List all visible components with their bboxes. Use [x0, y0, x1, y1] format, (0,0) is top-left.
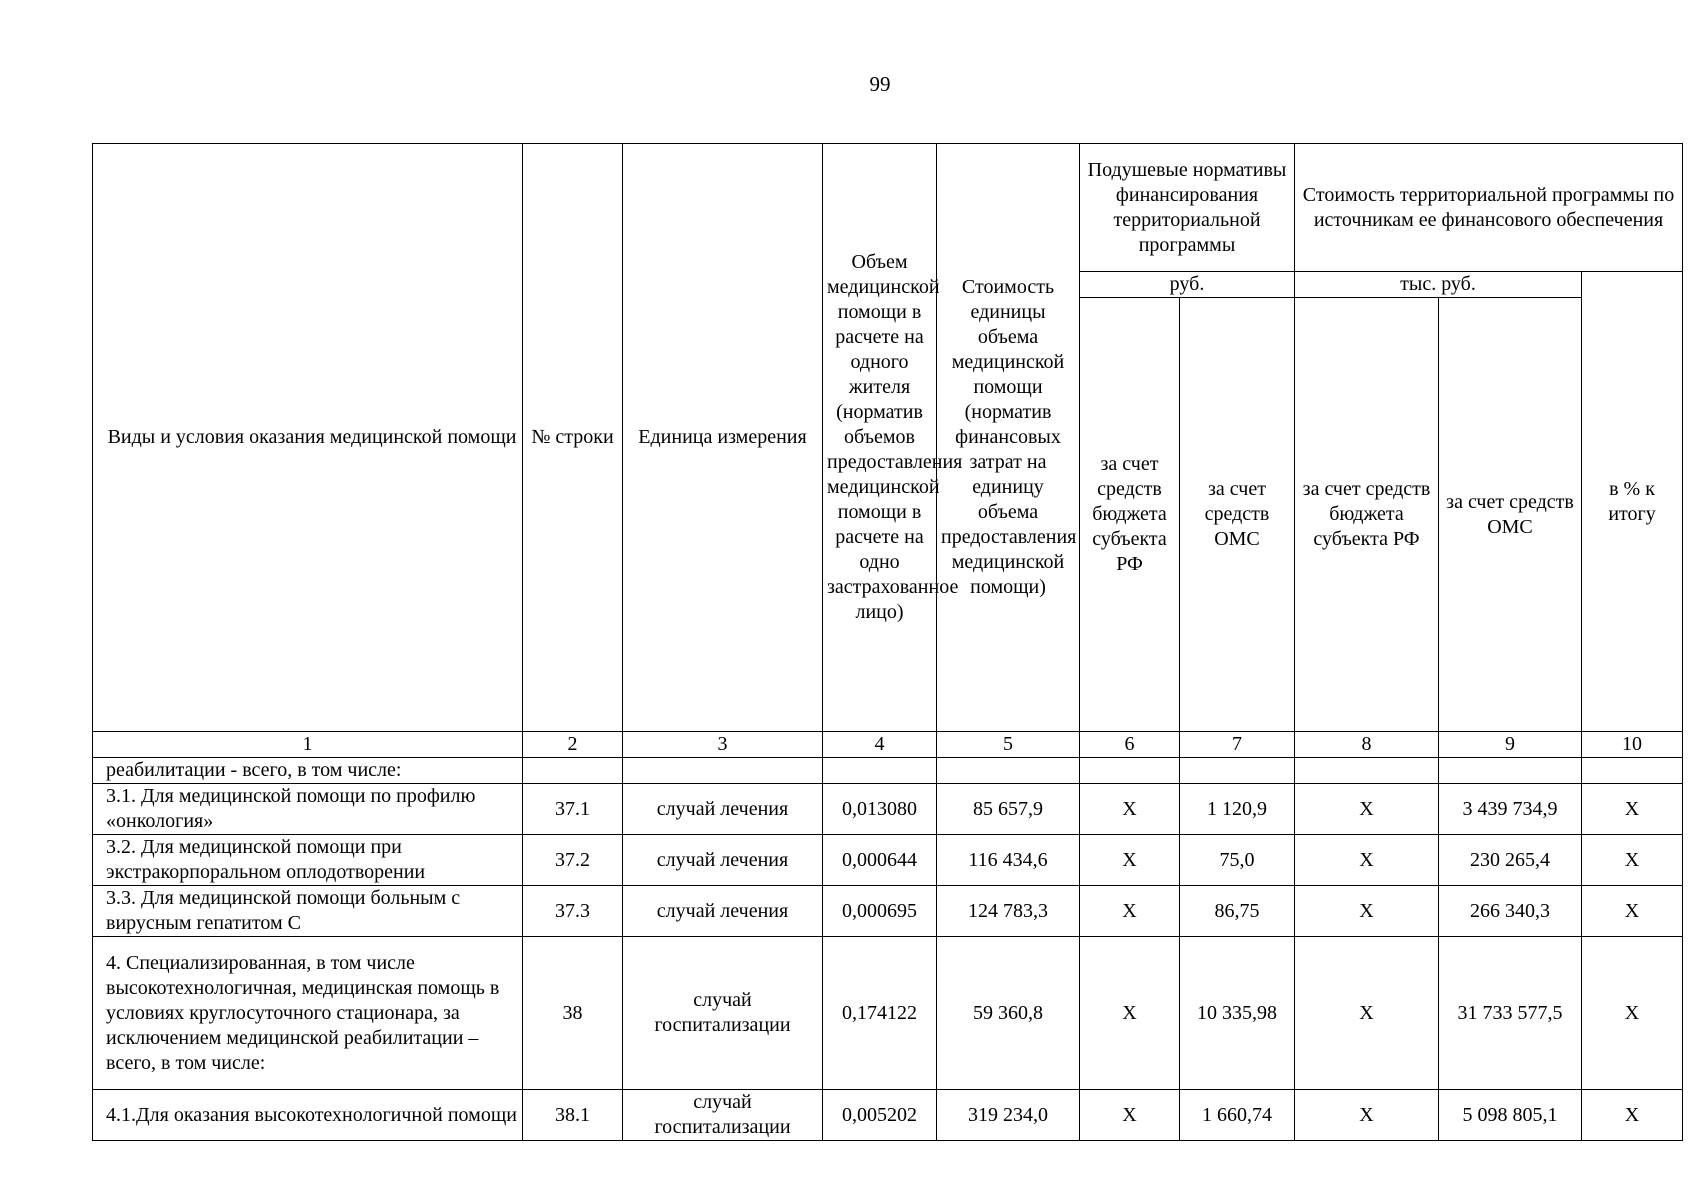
column-number: 9 [1439, 732, 1582, 758]
header-cost-oms: за счет средств ОМС [1439, 298, 1582, 732]
row-cost-oms: 266 340,3 [1439, 886, 1582, 937]
row-unit: случай лечения [623, 784, 823, 835]
row-pc-oms: 1 660,74 [1180, 1090, 1295, 1141]
page-number: 99 [869, 72, 891, 96]
column-number: 10 [1582, 732, 1683, 758]
header-volume: Объем медицинской помощи в расчете на одного жителя (норматив объемов предоставления медицинской помощи в расчете на одно застрахованное лицо) [823, 144, 937, 732]
row-line: 38 [523, 937, 623, 1090]
header-unit-thous-rub: тыс. руб. [1295, 272, 1582, 298]
row-line: 38.1 [523, 1090, 623, 1141]
header-cost-budget: за счет средств бюджета субъекта РФ [1295, 298, 1439, 732]
header-program-cost-group: Стоимость территориальной программы по источникам ее финансового обеспечения [1295, 144, 1683, 272]
row-unit-cost: 124 783,3 [937, 886, 1080, 937]
row-cost-oms: 31 733 577,5 [1439, 937, 1582, 1090]
table-row [93, 784, 1683, 835]
row-volume [823, 758, 937, 784]
row-unit: случай госпитализации [623, 937, 823, 1090]
header-unit-cost: Стоимость единицы объема медицинской помощи (норматив финансовых затрат на единицу объема предоставления медицинской помощи) [937, 144, 1080, 732]
row-line: 37.1 [523, 784, 623, 835]
row-cost-budget: Х [1295, 886, 1439, 937]
table-row [93, 937, 1683, 1090]
row-cost-budget: Х [1295, 835, 1439, 886]
row-percent: Х [1582, 1090, 1683, 1141]
financing-table [92, 143, 1683, 1141]
row-cost-oms [1439, 758, 1582, 784]
table-row [93, 835, 1683, 886]
row-unit: случай лечения [623, 835, 823, 886]
row-unit: случай лечения [623, 886, 823, 937]
row-pc-oms: 10 335,98 [1180, 937, 1295, 1090]
row-pc-oms: 75,0 [1180, 835, 1295, 886]
row-cost-budget [1295, 758, 1439, 784]
row-unit-cost: 85 657,9 [937, 784, 1080, 835]
column-number-row [93, 732, 1683, 758]
row-pc-budget: Х [1080, 1090, 1180, 1141]
row-name: реабилитации - всего, в том числе: [93, 758, 523, 784]
table-row [93, 1090, 1683, 1141]
header-per-capita-group: Подушевые нормативы финансирования территориальной программы [1080, 144, 1295, 272]
column-number: 8 [1295, 732, 1439, 758]
column-number: 3 [623, 732, 823, 758]
row-unit [623, 758, 823, 784]
row-cost-budget: Х [1295, 937, 1439, 1090]
row-pc-budget: Х [1080, 835, 1180, 886]
row-pc-oms: 1 120,9 [1180, 784, 1295, 835]
row-unit: случай госпитализации [623, 1090, 823, 1141]
table-row [93, 758, 1683, 784]
row-name: 3.1. Для медицинской помощи по профилю «онкология» [93, 784, 523, 835]
row-line: 37.2 [523, 835, 623, 886]
column-number: 5 [937, 732, 1080, 758]
header-line-number: № строки [523, 144, 623, 732]
header-pc-budget: за счет средств бюджета субъекта РФ [1080, 298, 1180, 732]
row-percent: Х [1582, 886, 1683, 937]
row-percent: Х [1582, 937, 1683, 1090]
table-row [93, 886, 1683, 937]
row-cost-budget: Х [1295, 784, 1439, 835]
row-unit-cost: 116 434,6 [937, 835, 1080, 886]
row-percent: Х [1582, 835, 1683, 886]
column-number: 2 [523, 732, 623, 758]
row-pc-oms [1180, 758, 1295, 784]
row-unit-cost: 59 360,8 [937, 937, 1080, 1090]
row-name: 4. Специализированная, в том числе высокотехнологичная, медицинская помощь в условиях круглосуточного стационара, за исключением медицинской реабилитации – всего, в том числе: [93, 937, 523, 1090]
row-volume: 0,005202 [823, 1090, 937, 1141]
row-percent [1582, 758, 1683, 784]
row-cost-budget: Х [1295, 1090, 1439, 1141]
column-number: 6 [1080, 732, 1180, 758]
column-number: 7 [1180, 732, 1295, 758]
header-pc-oms: за счет средств ОМС [1180, 298, 1295, 732]
row-pc-budget [1080, 758, 1180, 784]
row-cost-oms: 3 439 734,9 [1439, 784, 1582, 835]
row-pc-budget: Х [1080, 937, 1180, 1090]
row-volume: 0,013080 [823, 784, 937, 835]
row-pc-oms: 86,75 [1180, 886, 1295, 937]
row-name: 3.2. Для медицинской помощи при экстракорпоральном оплодотворении [93, 835, 523, 886]
row-name: 4.1.Для оказания высокотехнологичной помощи [93, 1090, 523, 1141]
row-pc-budget: Х [1080, 784, 1180, 835]
row-line: 37.3 [523, 886, 623, 937]
row-cost-oms: 230 265,4 [1439, 835, 1582, 886]
header-percent: в % к итогу [1582, 272, 1683, 732]
row-cost-oms: 5 098 805,1 [1439, 1090, 1582, 1141]
header-unit-rub: руб. [1080, 272, 1295, 298]
row-volume: 0,000695 [823, 886, 937, 937]
row-pc-budget: Х [1080, 886, 1180, 937]
row-line [523, 758, 623, 784]
column-number: 4 [823, 732, 937, 758]
row-volume: 0,174122 [823, 937, 937, 1090]
row-name: 3.3. Для медицинской помощи больным с вирусным гепатитом С [93, 886, 523, 937]
column-number: 1 [93, 732, 523, 758]
row-unit-cost [937, 758, 1080, 784]
row-unit-cost: 319 234,0 [937, 1090, 1080, 1141]
row-volume: 0,000644 [823, 835, 937, 886]
header-unit: Единица измерения [623, 144, 823, 732]
header-kinds-of-care: Виды и условия оказания медицинской помощи [93, 144, 523, 732]
row-percent: Х [1582, 784, 1683, 835]
